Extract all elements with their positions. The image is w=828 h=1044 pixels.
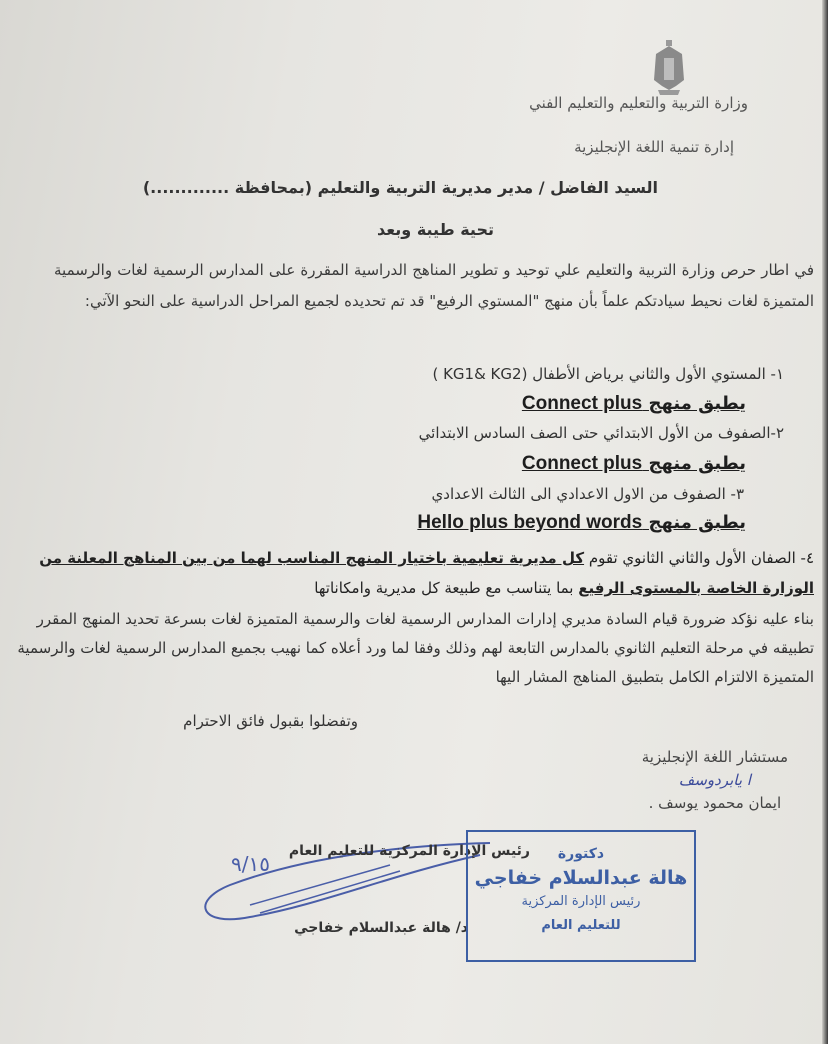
stamp-line-4: للتعليم العام <box>541 918 621 933</box>
official-stamp <box>466 830 696 962</box>
item-4-suffix: بما يتناسب مع طبيعة كل مديرية وامكاناتها <box>314 579 574 597</box>
item-1-text: ١- المستوي الأول والثاني برياض الأطفال (KG1& KG2 ) <box>432 365 784 383</box>
item-2-curriculum <box>522 453 746 475</box>
curriculum-name: Connect plus <box>521 393 643 414</box>
apply-label: يطبق منهج <box>648 453 746 474</box>
director-title: رئيس الإدارة المركزية للتعليم العام <box>288 843 530 859</box>
greeting-line: تحية طيبة وبعد <box>377 220 494 239</box>
apply-label: يطبق منهج <box>648 393 746 414</box>
item-3-curriculum <box>417 512 746 534</box>
stamp-line-3: رئيس الإدارة المركزية <box>521 894 641 909</box>
egypt-eagle-emblem-icon <box>652 40 686 96</box>
advisor-name: ايمان محمود يوسف . <box>648 794 782 812</box>
item-4-underlined: كل مديرية تعليمية باختيار المنهج المناسب لهما من بين المناهج المعلنة من الوزارة الخاصة بالمستوى الرفيع <box>39 549 814 597</box>
item-2-text: ٢-الصفوف من الأول الابتدائي حتى الصف السادس الابتدائي <box>418 424 784 442</box>
signature-block-advisor <box>642 746 788 815</box>
department-name: إدارة تنمية اللغة الإنجليزية <box>574 138 734 156</box>
apply-label: يطبق منهج <box>648 512 746 533</box>
closing-paragraph: بناء عليه نؤكد ضرورة قيام السادة مديري إدارات المدارس الرسمية لغات والرسمية المتميزة لغات بسرعة تحديد المنهج المقرر تطبيقه في مرحلة التعليم الثانوي بالمدارس التابعة لهم وذلك وفقا لما ورد أعلاه كما نهيب بجميع المدارس الرسمية لغات والرسمية المتميزة الالتزام الكامل بتطبيق المناهج المشار اليها <box>17 610 814 686</box>
intro-paragraph: في اطار حرص وزارة التربية والتعليم علي توحيد و تطوير المناهج الدراسية المقررة على المدارس الرسمية لغات والرسمية المتميزة لغات نحيط سيادتكم علماً بأن منهج "المستوي الرفيع" قد تم تحديده لجميع المراحل الدراسية على النحو الآتي: <box>54 261 814 310</box>
advisor-title: مستشار اللغة الإنجليزية <box>641 748 788 766</box>
curriculum-name: Hello plus beyond words <box>417 512 643 533</box>
svg-text:٩/١٥: ٩/١٥ <box>231 852 270 876</box>
regards-line: وتفضلوا بقبول فائق الاحترام <box>183 712 358 730</box>
item-1-curriculum <box>522 393 746 415</box>
item-4-paragraph <box>14 543 814 603</box>
curriculum-name: Connect plus <box>521 453 643 474</box>
stamp-line-1: دكتورة <box>557 846 605 862</box>
addressee-line: السيد الفاضل / مدير مديرية التربية والتعليم (بمحافظة .............) <box>142 178 658 197</box>
advisor-handwritten-signature: ا يابردوسف <box>678 771 751 789</box>
item-3-text: ٣- الصفوف من الاول الاعدادي الى الثالث الاعدادي <box>431 485 744 503</box>
item-4-prefix: ٤- الصفان الأول والثاني الثانوي تقوم <box>588 549 814 567</box>
ministry-name: وزارة التربية والتعليم والتعليم الفني <box>529 94 748 112</box>
stamp-line-2: هالة عبدالسلام خفاجي <box>474 867 688 889</box>
director-name: د/ هالة عبدالسلام خفاجي <box>294 920 468 936</box>
